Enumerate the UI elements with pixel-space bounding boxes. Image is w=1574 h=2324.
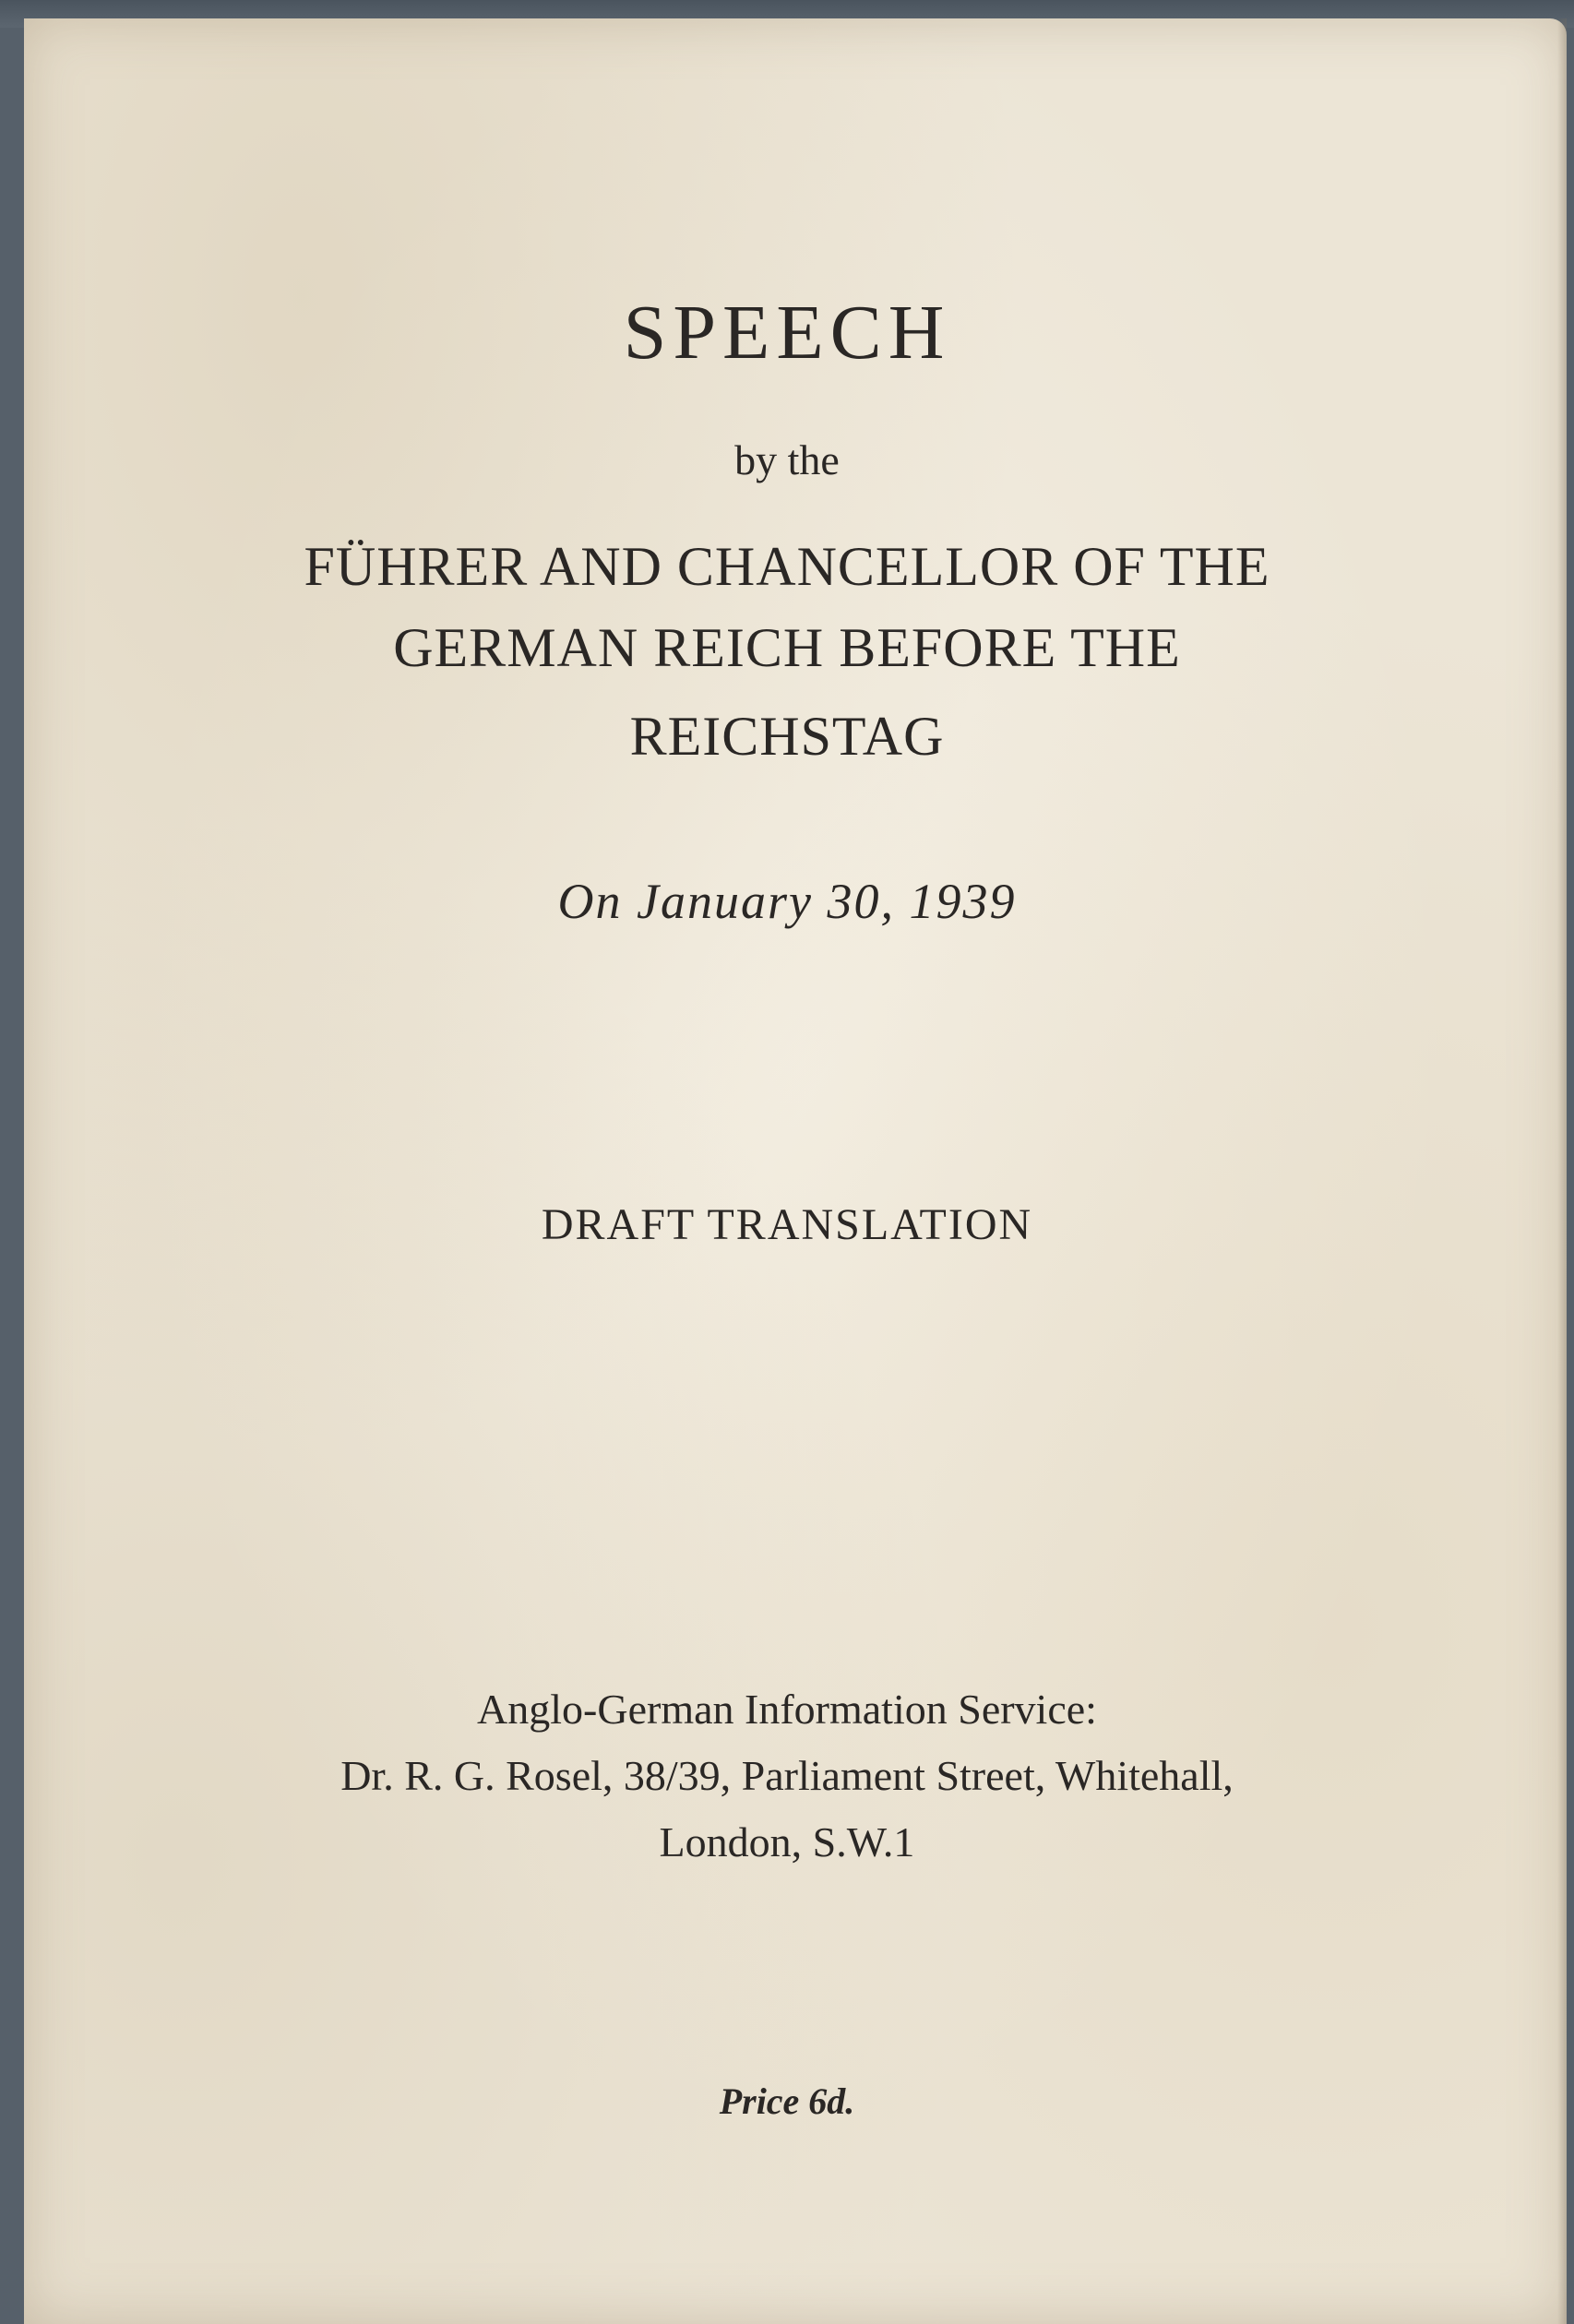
publisher-line-1: Anglo-German Information Service: xyxy=(477,1686,1097,1733)
headline-line-3: REICHSTAG xyxy=(629,706,945,767)
byline: by the xyxy=(734,436,840,483)
price-label: Price 6d. xyxy=(719,2080,855,2122)
speech-date: On January 30, 1939 xyxy=(557,874,1017,929)
publisher-line-2: Dr. R. G. Rosel, 38/39, Parliament Street, Whitehall, xyxy=(340,1752,1234,1799)
headline-line-1: FÜHRER AND CHANCELLOR OF THE xyxy=(304,536,1270,597)
document-title: SPEECH xyxy=(623,290,951,375)
publisher-line-3: London, S.W.1 xyxy=(659,1818,915,1865)
headline-line-2: GERMAN REICH BEFORE THE xyxy=(393,617,1181,678)
draft-translation-label: DRAFT TRANSLATION xyxy=(541,1200,1033,1249)
